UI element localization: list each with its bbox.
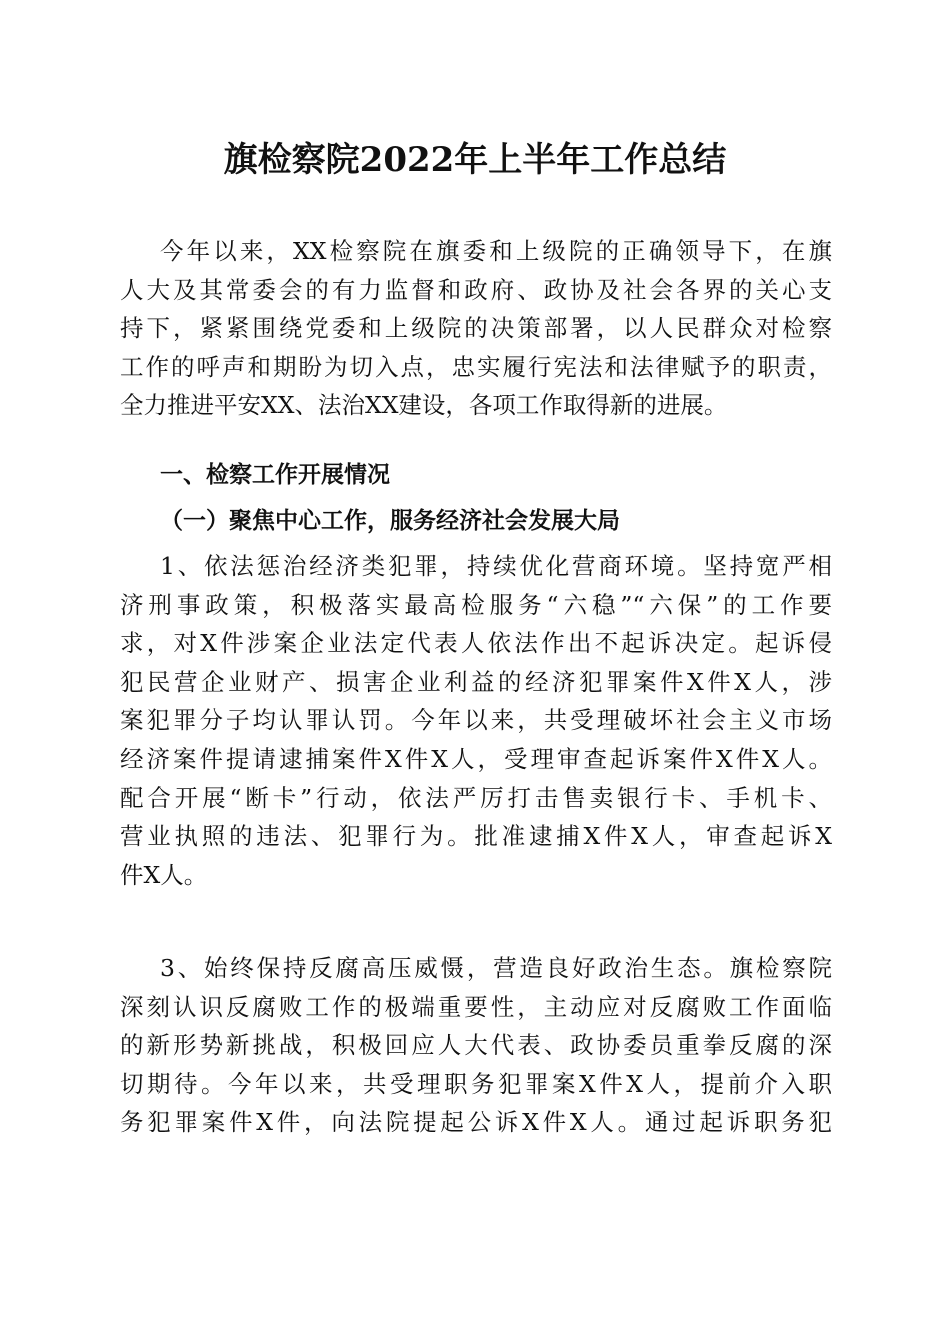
item-1-line-6: 经济案件提请逮捕案件X件X人，受理审查起诉案件X件X人。 [120,744,832,773]
item-3-line-1: 3、始终保持反腐高压威慑，营造良好政治生态。旗检察院 [160,954,832,982]
document-title: 旗检察院2022年上半年工作总结 [223,140,727,180]
item-3-paragraph [120,949,832,1142]
item-1-line-3: 求，对X件涉案企业法定代表人依法作出不起诉决定。起诉侵 [120,629,832,658]
subsection-1-heading: （一）聚焦中心工作，服务经济社会发展大局 [160,507,620,534]
section-heading-block [160,456,832,494]
item-1-line-7: 配合开展“断卡”行动，依法严厉打击售卖银行卡、手机卡、 [120,783,832,812]
intro-line-5: 全力推进平安XX、法治XX建设，各项工作取得新的进展。 [120,391,728,420]
intro-line-2: 人大及其常委会的有力监督和政府、政协及社会各界的关心支 [120,275,832,304]
section-1-heading: 一、检察工作开展情况 [160,462,390,488]
intro-paragraph [120,232,832,425]
item-3-line-5: 务犯罪案件X件，向法院提起公诉X件X人。通过起诉职务犯 [120,1108,832,1137]
item-3-line-4: 切期待。今年以来，共受理职务犯罪案X件X人，提前介入职 [120,1069,832,1098]
item-1-line-8: 营业执照的违法、犯罪行为。批准逮捕X件X人，审查起诉X [120,822,832,851]
item-3-line-2: 深刻认识反腐败工作的极端重要性，主动应对反腐败工作面临 [120,992,832,1021]
intro-line-3: 持下，紧紧围绕党委和上级院的决策部署，以人民群众对检察 [120,314,832,343]
item-1-line-2: 济刑事政策，积极落实最高检服务“六稳”“六保”的工作要 [120,590,832,619]
intro-line-1: 今年以来，XX检察院在旗委和上级院的正确领导下，在旗 [160,237,832,265]
item-1-line-1: 1、依法惩治经济类犯罪，持续优化营商环境。坚持宽严相 [160,552,832,580]
intro-line-4: 工作的呼声和期盼为切入点，忠实履行宪法和法律赋予的职责， [120,352,832,381]
item-3-line-3: 的新形势新挑战，积极回应人大代表、政协委员重拳反腐的深 [120,1031,832,1060]
subsection-heading-block [160,502,832,540]
item-1-paragraph [120,547,832,894]
item-1-line-9: 件X人。 [120,860,208,889]
item-1-line-5: 案犯罪分子均认罪认罚。今年以来，共受理破坏社会主义市场 [120,706,832,735]
item-1-line-4: 犯民营企业财产、损害企业利益的经济犯罪案件X件X人，涉 [120,667,832,696]
